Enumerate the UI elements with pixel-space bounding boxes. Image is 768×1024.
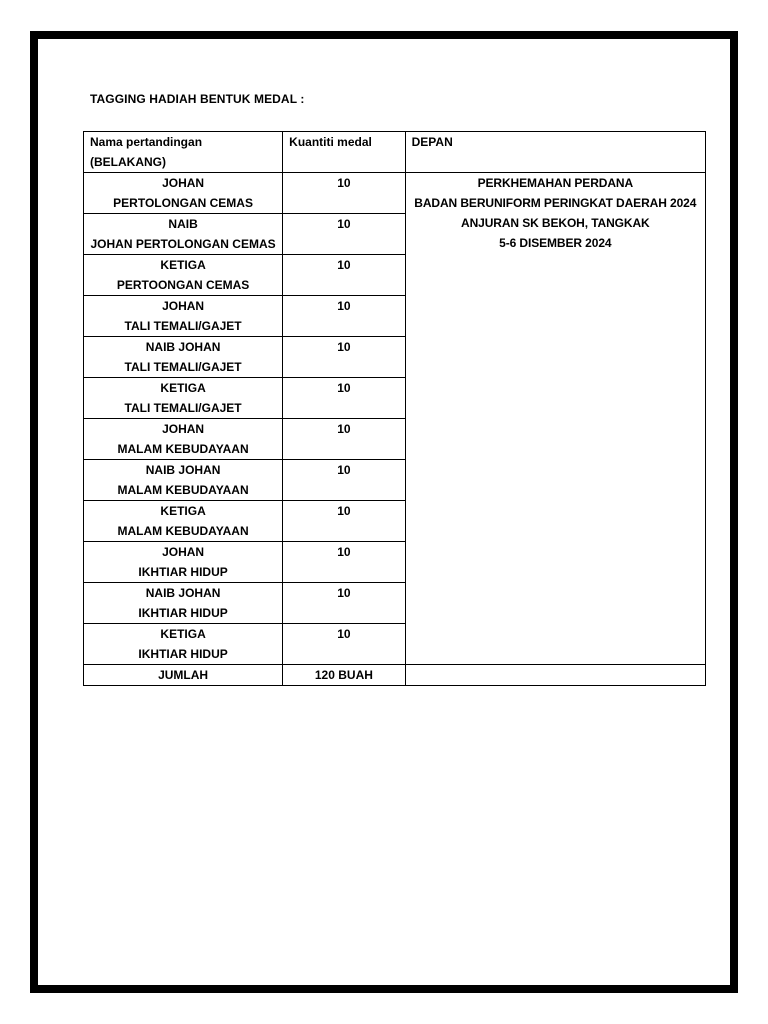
event-title: KETIGA (160, 381, 206, 395)
total-front-cell (405, 665, 705, 686)
event-name-cell (84, 214, 283, 255)
event-category: IKHTIAR HIDUP (138, 565, 228, 579)
header-quantity-label: Kuantiti medal (289, 135, 372, 149)
quantity-cell: 10 (283, 624, 405, 665)
event-name-cell (84, 296, 283, 337)
event-category: MALAM KEBUDAYAAN (117, 483, 249, 497)
event-category: MALAM KEBUDAYAAN (117, 524, 249, 538)
event-name-cell (84, 378, 283, 419)
quantity-cell: 10 (283, 337, 405, 378)
event-name-cell (84, 173, 283, 214)
event-title: JOHAN (162, 422, 205, 436)
event-category: JOHAN PERTOLONGAN CEMAS (90, 237, 276, 251)
quantity-cell: 10 (283, 173, 405, 214)
event-category: TALI TEMALI/GAJET (124, 319, 242, 333)
table-row (84, 173, 706, 214)
front-text-line: PERKHEMAHAN PERDANA (477, 176, 634, 190)
event-category: PERTOLONGAN CEMAS (113, 196, 253, 210)
event-title: JOHAN (162, 176, 205, 190)
medal-table (83, 131, 706, 686)
total-row (84, 665, 706, 686)
header-front (405, 132, 705, 173)
event-name-cell (84, 542, 283, 583)
header-event-name-line1: Nama pertandingan (90, 135, 203, 149)
document-heading: TAGGING HADIAH BENTUK MEDAL : (90, 92, 305, 106)
event-category: IKHTIAR HIDUP (138, 606, 228, 620)
quantity-cell: 10 (283, 542, 405, 583)
event-title: JOHAN (162, 299, 205, 313)
quantity-cell: 10 (283, 460, 405, 501)
front-text-line: ANJURAN SK BEKOH, TANGKAK (461, 216, 650, 230)
event-category: PERTOONGAN CEMAS (116, 278, 250, 292)
header-event-name (84, 132, 283, 173)
event-name-cell (84, 460, 283, 501)
header-front-label: DEPAN (411, 135, 453, 149)
event-name-cell (84, 255, 283, 296)
table-header-row (84, 132, 706, 173)
event-title: KETIGA (160, 627, 206, 641)
quantity-cell: 10 (283, 214, 405, 255)
table-body (84, 173, 706, 686)
quantity-cell: 10 (283, 255, 405, 296)
event-name-cell (84, 501, 283, 542)
event-title: NAIB (168, 217, 198, 231)
event-name-cell (84, 337, 283, 378)
quantity-cell: 10 (283, 378, 405, 419)
quantity-cell: 10 (283, 419, 405, 460)
event-title: JOHAN (162, 545, 205, 559)
quantity-cell: 10 (283, 296, 405, 337)
event-title: NAIB JOHAN (145, 586, 221, 600)
event-category: IKHTIAR HIDUP (138, 647, 228, 661)
header-event-name-line2: (BELAKANG) (90, 155, 166, 169)
event-name-cell (84, 419, 283, 460)
total-label: JUMLAH (84, 665, 283, 686)
event-title: NAIB JOHAN (145, 463, 221, 477)
front-text-line: 5-6 DISEMBER 2024 (499, 236, 612, 250)
total-quantity: 120 BUAH (283, 665, 405, 686)
front-text-cell (405, 173, 705, 665)
event-title: KETIGA (160, 504, 206, 518)
quantity-cell: 10 (283, 501, 405, 542)
event-title: NAIB JOHAN (145, 340, 221, 354)
event-category: TALI TEMALI/GAJET (124, 360, 242, 374)
event-name-cell (84, 583, 283, 624)
event-title: KETIGA (160, 258, 206, 272)
event-name-cell (84, 624, 283, 665)
header-quantity (283, 132, 405, 173)
quantity-cell: 10 (283, 583, 405, 624)
front-text-line: BADAN BERUNIFORM PERINGKAT DAERAH 2024 (414, 196, 697, 210)
event-category: MALAM KEBUDAYAAN (117, 442, 249, 456)
event-category: TALI TEMALI/GAJET (124, 401, 242, 415)
